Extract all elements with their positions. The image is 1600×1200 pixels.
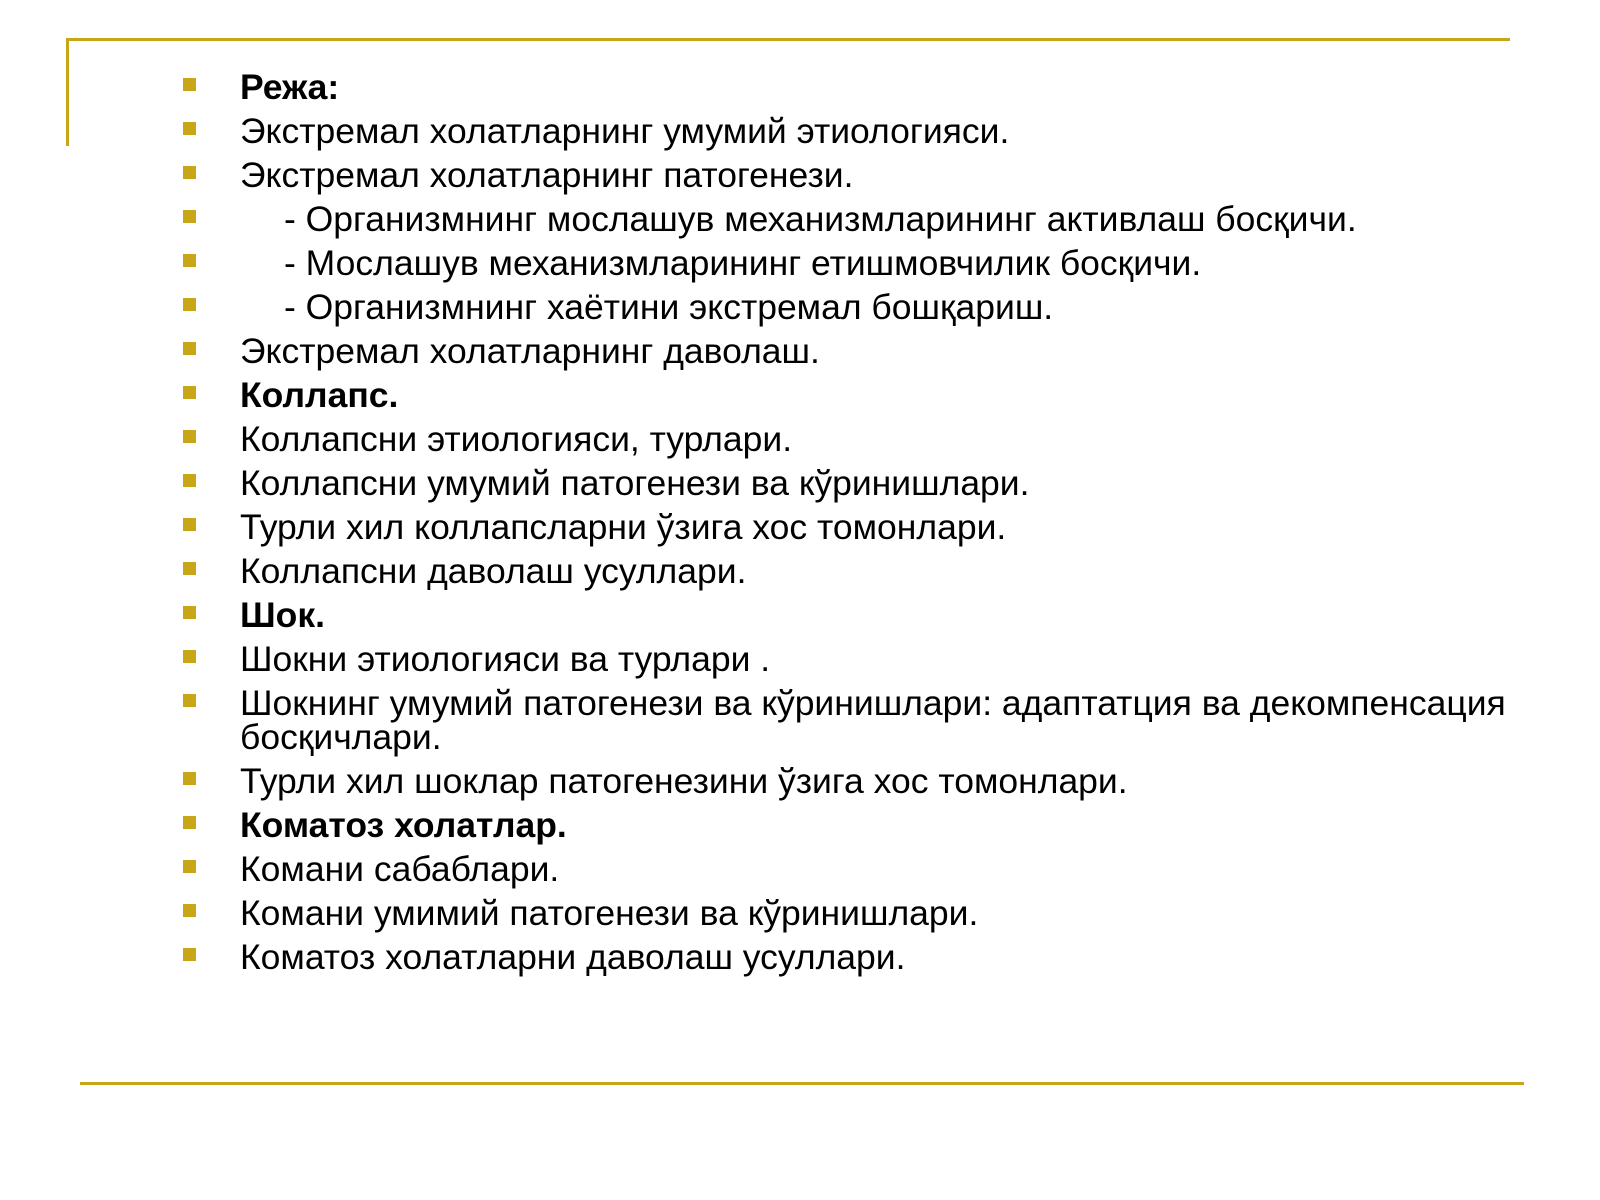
list-item-text: - Мослашув механизмларининг етишмовчилик босқичи. [284,243,1202,283]
square-bullet-icon [183,254,196,267]
list-item-text: Коллапс. [240,375,399,415]
square-bullet-icon [183,166,196,179]
list-item [183,67,1523,107]
list-item-text: Шокнинг умумий патогенези ва кўринишлари: адаптатция ва декомпенсация босқичлари. [240,683,1506,757]
list-item-text: Экстремал холатларнинг патогенези. [240,155,854,195]
square-bullet-icon [183,474,196,487]
list-item-text: Экстремал холатларнинг умумий этиологияси. [240,111,1010,151]
list-item-text: Турли хил шоклар патогенезини ўзига хос томонлари. [240,761,1128,801]
square-bullet-icon [183,650,196,663]
square-bullet-icon [183,210,196,223]
square-bullet-icon [183,430,196,443]
square-bullet-icon [183,78,196,91]
list-item [183,419,1523,459]
square-bullet-icon [183,904,196,917]
list-item-text: - Организмнинг мослашув механизмларининг активлаш босқичи. [284,199,1357,239]
square-bullet-icon [183,122,196,135]
list-item [183,551,1523,591]
list-item-text: Коллапсни умумий патогенези ва кўринишлари. [240,463,1030,503]
list-item [183,375,1523,415]
list-item [183,761,1523,801]
list-item [183,683,1523,757]
list-item-text: Коматоз холатларни даволаш усуллари. [240,937,906,977]
list-item [183,243,1523,283]
list-item-text: Комани сабаблари. [240,849,560,889]
list-item [183,849,1523,889]
square-bullet-icon [183,298,196,311]
list-item-text: Комани умимий патогенези ва кўринишлари. [240,893,979,933]
list-item [183,463,1523,503]
list-item [183,199,1523,239]
bottom-rule [80,1082,1524,1085]
square-bullet-icon [183,386,196,399]
list-item-text: Коматоз холатлар. [240,805,567,845]
list-item [183,639,1523,679]
list-item [183,111,1523,151]
square-bullet-icon [183,606,196,619]
square-bullet-icon [183,562,196,575]
list-item-text: Шок. [240,595,325,635]
square-bullet-icon [183,816,196,829]
left-rule [66,38,69,146]
square-bullet-icon [183,772,196,785]
list-item [183,805,1523,845]
square-bullet-icon [183,342,196,355]
outline-list [183,67,1523,977]
square-bullet-icon [183,948,196,961]
list-item-text: Режа: [240,67,340,107]
list-item [183,507,1523,547]
list-item [183,937,1523,977]
list-item [183,287,1523,327]
list-item-text: Шокни этиологияси ва турлари . [240,639,771,679]
list-item [183,893,1523,933]
list-item-text: Коллапсни этиологияси, турлари. [240,419,793,459]
square-bullet-icon [183,518,196,531]
list-item [183,331,1523,371]
list-item-text: Турли хил коллапсларни ўзига хос томонлари. [240,507,1007,547]
list-item-text: Коллапсни даволаш усуллари. [240,551,747,591]
list-item [183,595,1523,635]
top-rule [66,38,1510,41]
list-item [183,155,1523,195]
square-bullet-icon [183,860,196,873]
list-item-text: - Организмнинг хаётини экстремал бошқариш. [284,287,1054,327]
square-bullet-icon [183,694,196,707]
list-item-text: Экстремал холатларнинг даволаш. [240,331,820,371]
slide-content [183,67,1523,984]
